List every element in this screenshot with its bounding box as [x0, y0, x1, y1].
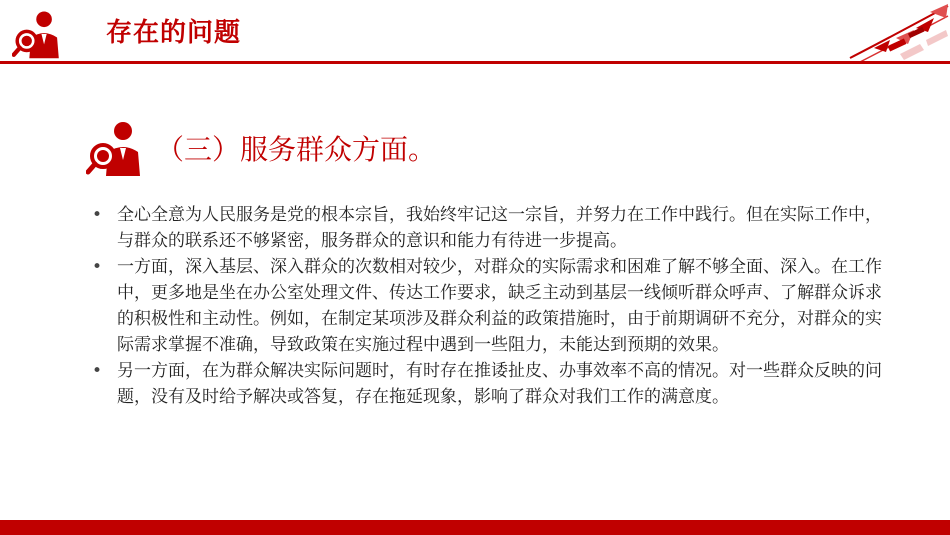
bullet-marker: •	[92, 205, 103, 225]
bullet-marker: •	[92, 257, 103, 277]
list-item	[92, 254, 882, 358]
page-title: 存在的问题	[106, 18, 242, 48]
person-magnifier-icon	[86, 118, 146, 178]
header-bar	[0, 0, 950, 64]
bullet-list	[92, 202, 882, 410]
ribbon-decoration	[830, 0, 950, 64]
list-item	[92, 202, 882, 254]
bullet-text: 全心全意为人民服务是党的根本宗旨，我始终牢记这一宗旨，并努力在工作中践行。但在实际工作中，与群众的联系还不够紧密，服务群众的意识和能力有待进一步提高。	[117, 205, 882, 251]
section-heading: （三）服务群众方面。	[156, 133, 437, 166]
footer-bar	[0, 520, 950, 535]
bullet-marker: •	[92, 361, 103, 381]
person-magnifier-icon	[12, 8, 64, 60]
list-item	[92, 358, 882, 410]
header-divider	[0, 61, 950, 64]
bullet-text: 一方面，深入基层、深入群众的次数相对较少，对群众的实际需求和困难了解不够全面、深入。在工作中，更多地是坐在办公室处理文件、传达工作要求，缺乏主动到基层一线倾听群众呼声、了解群众诉求的积极性和主动性。例如，在制定某项涉及群众利益的政策措施时，由于前期调研不充分，对群众的实际需求掌握不准确，导致政策在实施过程中遇到一些阻力，未能达到预期的效果。	[117, 257, 882, 355]
bullet-text: 另一方面，在为群众解决实际问题时，有时存在推诿扯皮、办事效率不高的情况。对一些群众反映的问题，没有及时给予解决或答复，存在拖延现象，影响了群众对我们工作的满意度。	[117, 361, 882, 407]
